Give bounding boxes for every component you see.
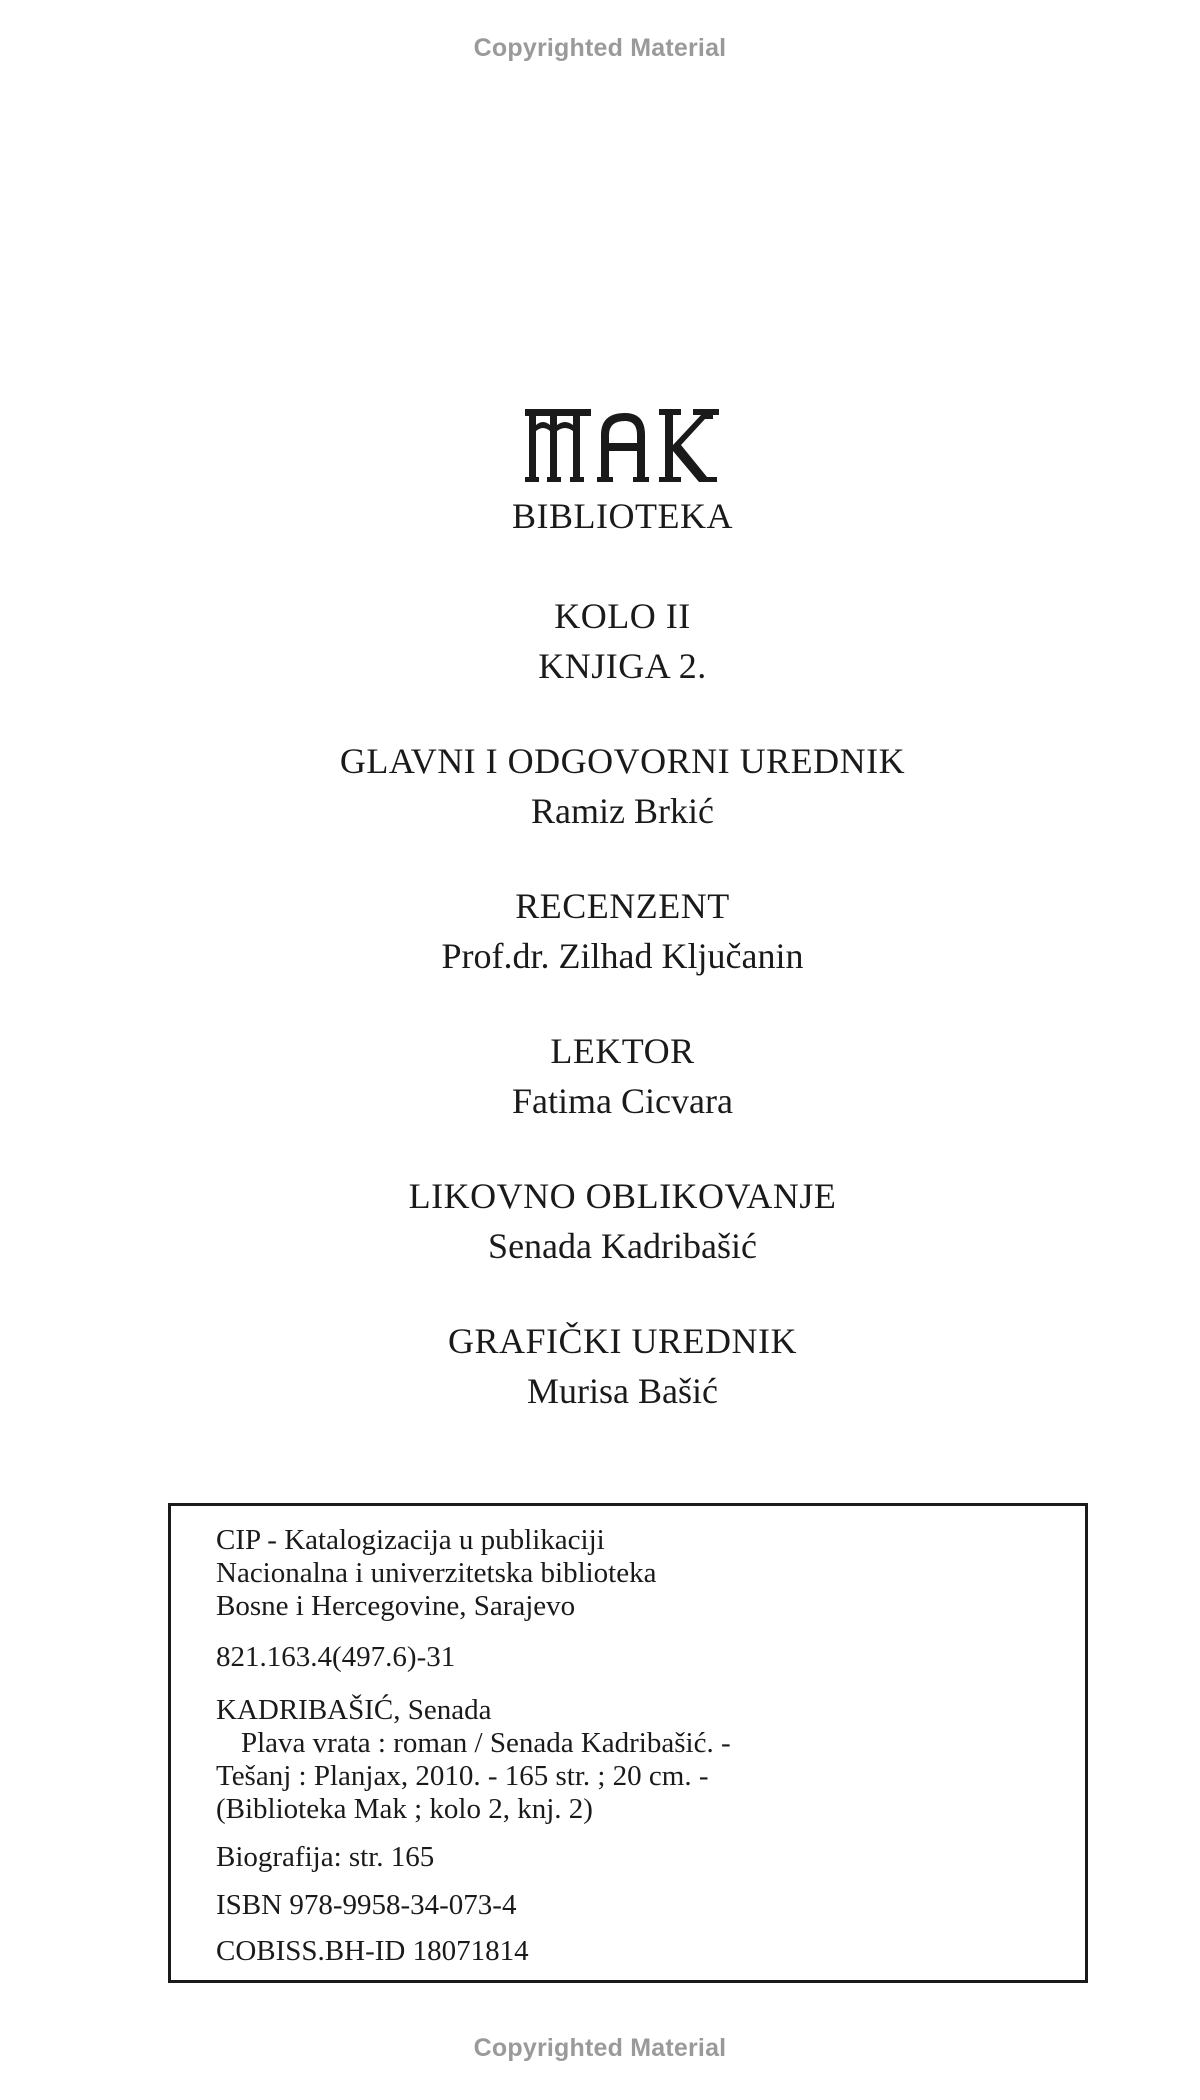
- credit-name-graphic-editor: Murisa Bašić: [527, 1371, 718, 1411]
- credit-role-proofreader: LEKTOR: [550, 1031, 695, 1071]
- credit-name-reviewer: Prof.dr. Zilhad Ključanin: [441, 936, 804, 976]
- credit-role-graphic-editor: GRAFIČKI UREDNIK: [448, 1321, 797, 1361]
- cip-author: KADRIBAŠIĆ, Senada: [216, 1694, 492, 1726]
- cip-header-line: Nacionalna i univerzitetska biblioteka: [216, 1557, 657, 1589]
- credit-role-editor-in-chief: GLAVNI I ODGOVORNI UREDNIK: [339, 741, 906, 781]
- credit-name-design: Senada Kadribašić: [488, 1226, 757, 1266]
- cip-record-box: [168, 1503, 1088, 1983]
- cip-title-statement: Plava vrata : roman / Senada Kadribašić. -: [241, 1727, 731, 1759]
- copyright-watermark-bottom: Copyrighted Material: [473, 2034, 727, 2062]
- cip-isbn: ISBN 978-9958-34-073-4: [216, 1889, 517, 1921]
- mak-logo: [0, 405, 1200, 487]
- cip-header-line: Bosne i Hercegovine, Sarajevo: [216, 1590, 576, 1622]
- series-kolo: KOLO II: [554, 596, 691, 636]
- cip-bibliography-note: Biografija: str. 165: [216, 1841, 435, 1873]
- cip-header-line: CIP - Katalogizacija u publikaciji: [216, 1524, 605, 1556]
- credit-name-editor-in-chief: Ramiz Brkić: [531, 791, 714, 831]
- cip-publication: Tešanj : Planjax, 2010. - 165 str. ; 20 cm. -: [216, 1760, 709, 1792]
- credit-role-design: LIKOVNO OBLIKOVANJE: [408, 1176, 837, 1216]
- credit-name-proofreader: Fatima Cicvara: [512, 1081, 733, 1121]
- series-book-number: KNJIGA 2.: [538, 646, 707, 686]
- mak-logo-graphic: [523, 405, 723, 487]
- copyright-watermark-top: Copyrighted Material: [473, 34, 727, 62]
- cip-series-note: (Biblioteka Mak ; kolo 2, knj. 2): [216, 1793, 593, 1825]
- credit-role-reviewer: RECENZENT: [515, 886, 730, 926]
- library-name: BIBLIOTEKA: [512, 496, 733, 536]
- cip-udc: 821.163.4(497.6)-31: [216, 1641, 456, 1673]
- cip-cobiss-id: COBISS.BH-ID 18071814: [216, 1935, 529, 1967]
